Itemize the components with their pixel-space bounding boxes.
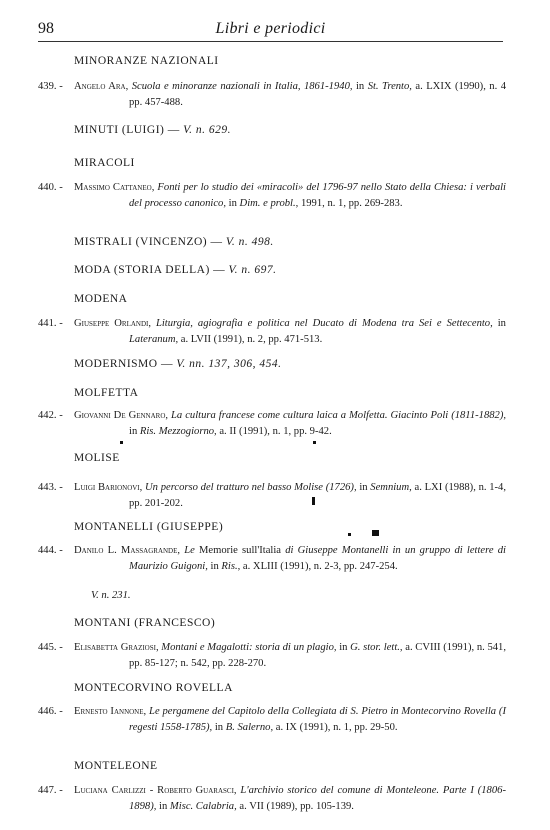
entry-citation: a. II (1991), n. 1, pp. 9-42. bbox=[216, 425, 332, 437]
entry-citation: a. IX (1991), n. 1, pp. 29-50. bbox=[273, 721, 398, 733]
entry-title-cont: di Giuseppe Montanelli in un gruppo di lettere di Maurizio Guigoni, bbox=[129, 545, 506, 572]
page-number: 98 bbox=[38, 20, 54, 37]
heading-molise: MOLISE bbox=[74, 452, 120, 464]
entry-journal: B. Salerno, bbox=[225, 721, 274, 733]
entry-journal: Semnium, bbox=[370, 482, 412, 493]
entry-author: Angelo Ara, bbox=[74, 81, 129, 92]
entry-connector: in bbox=[352, 81, 368, 92]
entry-number: 441. - bbox=[38, 318, 63, 329]
heading-modena: MODENA bbox=[74, 293, 128, 305]
entry-title: Fonti per lo studio dei «miracoli» del 1796-97 nello Stato della Chiesa: i verbali del processo canonico, bbox=[129, 182, 506, 209]
entry-citation: a. VII (1989), pp. 105-139. bbox=[236, 800, 354, 812]
entry-title: Le pergamene del Capitolo della Collegiata di S. Pietro in Montecorvino Rovella (I regesti 1558-1785), bbox=[129, 706, 506, 733]
entry-text bbox=[74, 543, 506, 574]
entry-445 bbox=[38, 640, 506, 671]
entry-citation: 1991, n. 1, pp. 269-283. bbox=[298, 197, 403, 209]
entry-author: Danilo L. Massagrande, bbox=[74, 545, 181, 556]
entry-connector: in bbox=[226, 197, 240, 209]
cross-reference: V. n. 629. bbox=[183, 124, 232, 136]
entry-journal: Ris. Mezzogiorno, bbox=[139, 425, 217, 437]
heading-modernismo bbox=[74, 358, 282, 370]
heading-dash: — bbox=[160, 358, 173, 370]
scan-speck bbox=[312, 497, 315, 505]
cross-reference: V. n. 697. bbox=[228, 264, 277, 276]
entry-title: Montani e Magalotti: storia di un plagio, bbox=[161, 642, 337, 653]
heading-label: MISTRALI (VINCENZO) bbox=[74, 236, 208, 248]
entry-journal: Ris., bbox=[221, 560, 241, 572]
entry-journal: Dim. e probl., bbox=[239, 197, 299, 209]
entry-title: La cultura francese come cultura laica a Molfetta. Giacinto Poli (1811-1882), bbox=[171, 410, 507, 421]
entry-number: 447. - bbox=[38, 785, 63, 796]
heading-minuti bbox=[74, 124, 231, 136]
scan-speck bbox=[120, 441, 123, 444]
entry-connector: in bbox=[492, 318, 506, 329]
entry-title: L'archivio storico del comune di Monteleone. Parte I (1806-1898), bbox=[129, 785, 506, 812]
entry-446 bbox=[38, 704, 506, 735]
entry-text bbox=[74, 180, 506, 211]
scan-speck bbox=[313, 441, 316, 444]
entry-title: Le bbox=[184, 545, 195, 556]
entry-440 bbox=[38, 180, 506, 211]
entry-442 bbox=[38, 408, 506, 439]
entry-connector: in bbox=[356, 482, 371, 493]
entry-title: Scuola e minoranze nazionali in Italia, 1861-1940, bbox=[131, 81, 353, 92]
entry-journal: Misc. Calabria, bbox=[169, 800, 237, 812]
entry-journal: St. Trento, bbox=[367, 81, 412, 92]
heading-mistrali bbox=[74, 236, 274, 248]
entry-number: 440. - bbox=[38, 182, 63, 193]
entry-text bbox=[74, 783, 506, 814]
entry-text bbox=[74, 640, 506, 671]
entry-author: Massimo Cattaneo, bbox=[74, 182, 155, 193]
entry-citation: a. XLIII (1991), n. 2-3, pp. 247-254. bbox=[240, 560, 398, 572]
running-header bbox=[38, 16, 503, 42]
cross-reference: V. nn. 137, 306, 454. bbox=[176, 358, 282, 370]
entry-author: Ernesto Iannone, bbox=[74, 706, 147, 717]
cross-reference: V. n. 498. bbox=[225, 236, 274, 248]
heading-label: MODA (STORIA DELLA) bbox=[74, 264, 210, 276]
entry-number: 446. - bbox=[38, 706, 63, 717]
entry-text bbox=[74, 480, 506, 511]
entry-citation: a. CVIII (1991), n. 541, pp. 85-127; n. 542, pp. 228-270. bbox=[129, 642, 506, 669]
entry-journal: Lateranum, bbox=[129, 333, 179, 345]
entry-author: Elisabetta Graziosi, bbox=[74, 642, 159, 653]
entry-connector: in bbox=[336, 642, 351, 653]
entry-author: Luigi Barionovi, bbox=[74, 482, 143, 493]
entry-citation: a. LXIX (1990), n. 4 pp. 457-488. bbox=[129, 81, 506, 108]
heading-dash: — bbox=[210, 236, 223, 248]
running-title: Libri e periodici bbox=[215, 20, 326, 37]
entry-number: 442. - bbox=[38, 410, 63, 421]
entry-connector: in bbox=[212, 721, 226, 733]
entry-number: 444. - bbox=[38, 545, 63, 556]
entry-citation: a. LXI (1988), n. 1-4, pp. 201-202. bbox=[129, 482, 507, 509]
heading-miracoli: MIRACOLI bbox=[74, 157, 135, 169]
entry-441 bbox=[38, 316, 506, 347]
scan-speck bbox=[348, 533, 351, 536]
entry-citation: a. LVII (1991), n. 2, pp. 471-513. bbox=[178, 333, 323, 345]
entry-author: Giuseppe Orlandi, bbox=[74, 318, 151, 329]
entry-connector: in bbox=[156, 800, 170, 812]
entry-title: Un percorso del tratturo nel basso Molise (1726), bbox=[145, 482, 357, 493]
heading-label: MINUTI (LUIGI) bbox=[74, 124, 165, 136]
entry-connector: in bbox=[129, 425, 140, 437]
heading-montanelli: MONTANELLI (GIUSEPPE) bbox=[74, 521, 224, 533]
heading-minoranze: MINORANZE NAZIONALI bbox=[74, 55, 219, 67]
entry-author: Giovanni De Gennaro, bbox=[74, 410, 169, 421]
entry-text bbox=[74, 316, 506, 347]
entry-author-2: Roberto Guarasci, bbox=[157, 785, 237, 796]
entry-text bbox=[74, 79, 506, 110]
heading-label: MODERNISMO bbox=[74, 358, 158, 370]
scan-speck bbox=[372, 530, 379, 536]
entry-447 bbox=[38, 783, 506, 814]
heading-dash: — bbox=[213, 264, 226, 276]
entry-439 bbox=[38, 79, 506, 110]
entry-444 bbox=[38, 543, 506, 574]
heading-montani: MONTANI (FRANCESCO) bbox=[74, 617, 216, 629]
entry-number: 445. - bbox=[38, 642, 63, 653]
entry-number: 439. - bbox=[38, 81, 63, 92]
heading-montecorvino: MONTECORVINO ROVELLA bbox=[74, 682, 233, 694]
header-rule bbox=[38, 41, 503, 42]
entry-text bbox=[74, 704, 506, 735]
author-separator: - bbox=[145, 785, 158, 796]
entry-connector: in bbox=[207, 560, 222, 572]
entry-443 bbox=[38, 480, 506, 511]
entry-number: 443. - bbox=[38, 482, 63, 493]
entry-title-plain: Memorie sull'Italia bbox=[194, 545, 286, 556]
heading-molfetta: MOLFETTA bbox=[74, 387, 139, 399]
entry-text bbox=[74, 408, 506, 439]
heading-monteleone: MONTELEONE bbox=[74, 760, 158, 772]
heading-moda bbox=[74, 264, 276, 276]
entry-444-see-also: V. n. 231. bbox=[91, 590, 131, 601]
entry-title: Liturgia, agiografia e politica nel Ducato di Modena tra Sei e Settecento, bbox=[155, 318, 493, 329]
entry-journal: G. stor. lett., bbox=[350, 642, 403, 653]
heading-dash: — bbox=[167, 124, 180, 136]
entry-author: Luciana Carlizzi bbox=[74, 785, 146, 796]
